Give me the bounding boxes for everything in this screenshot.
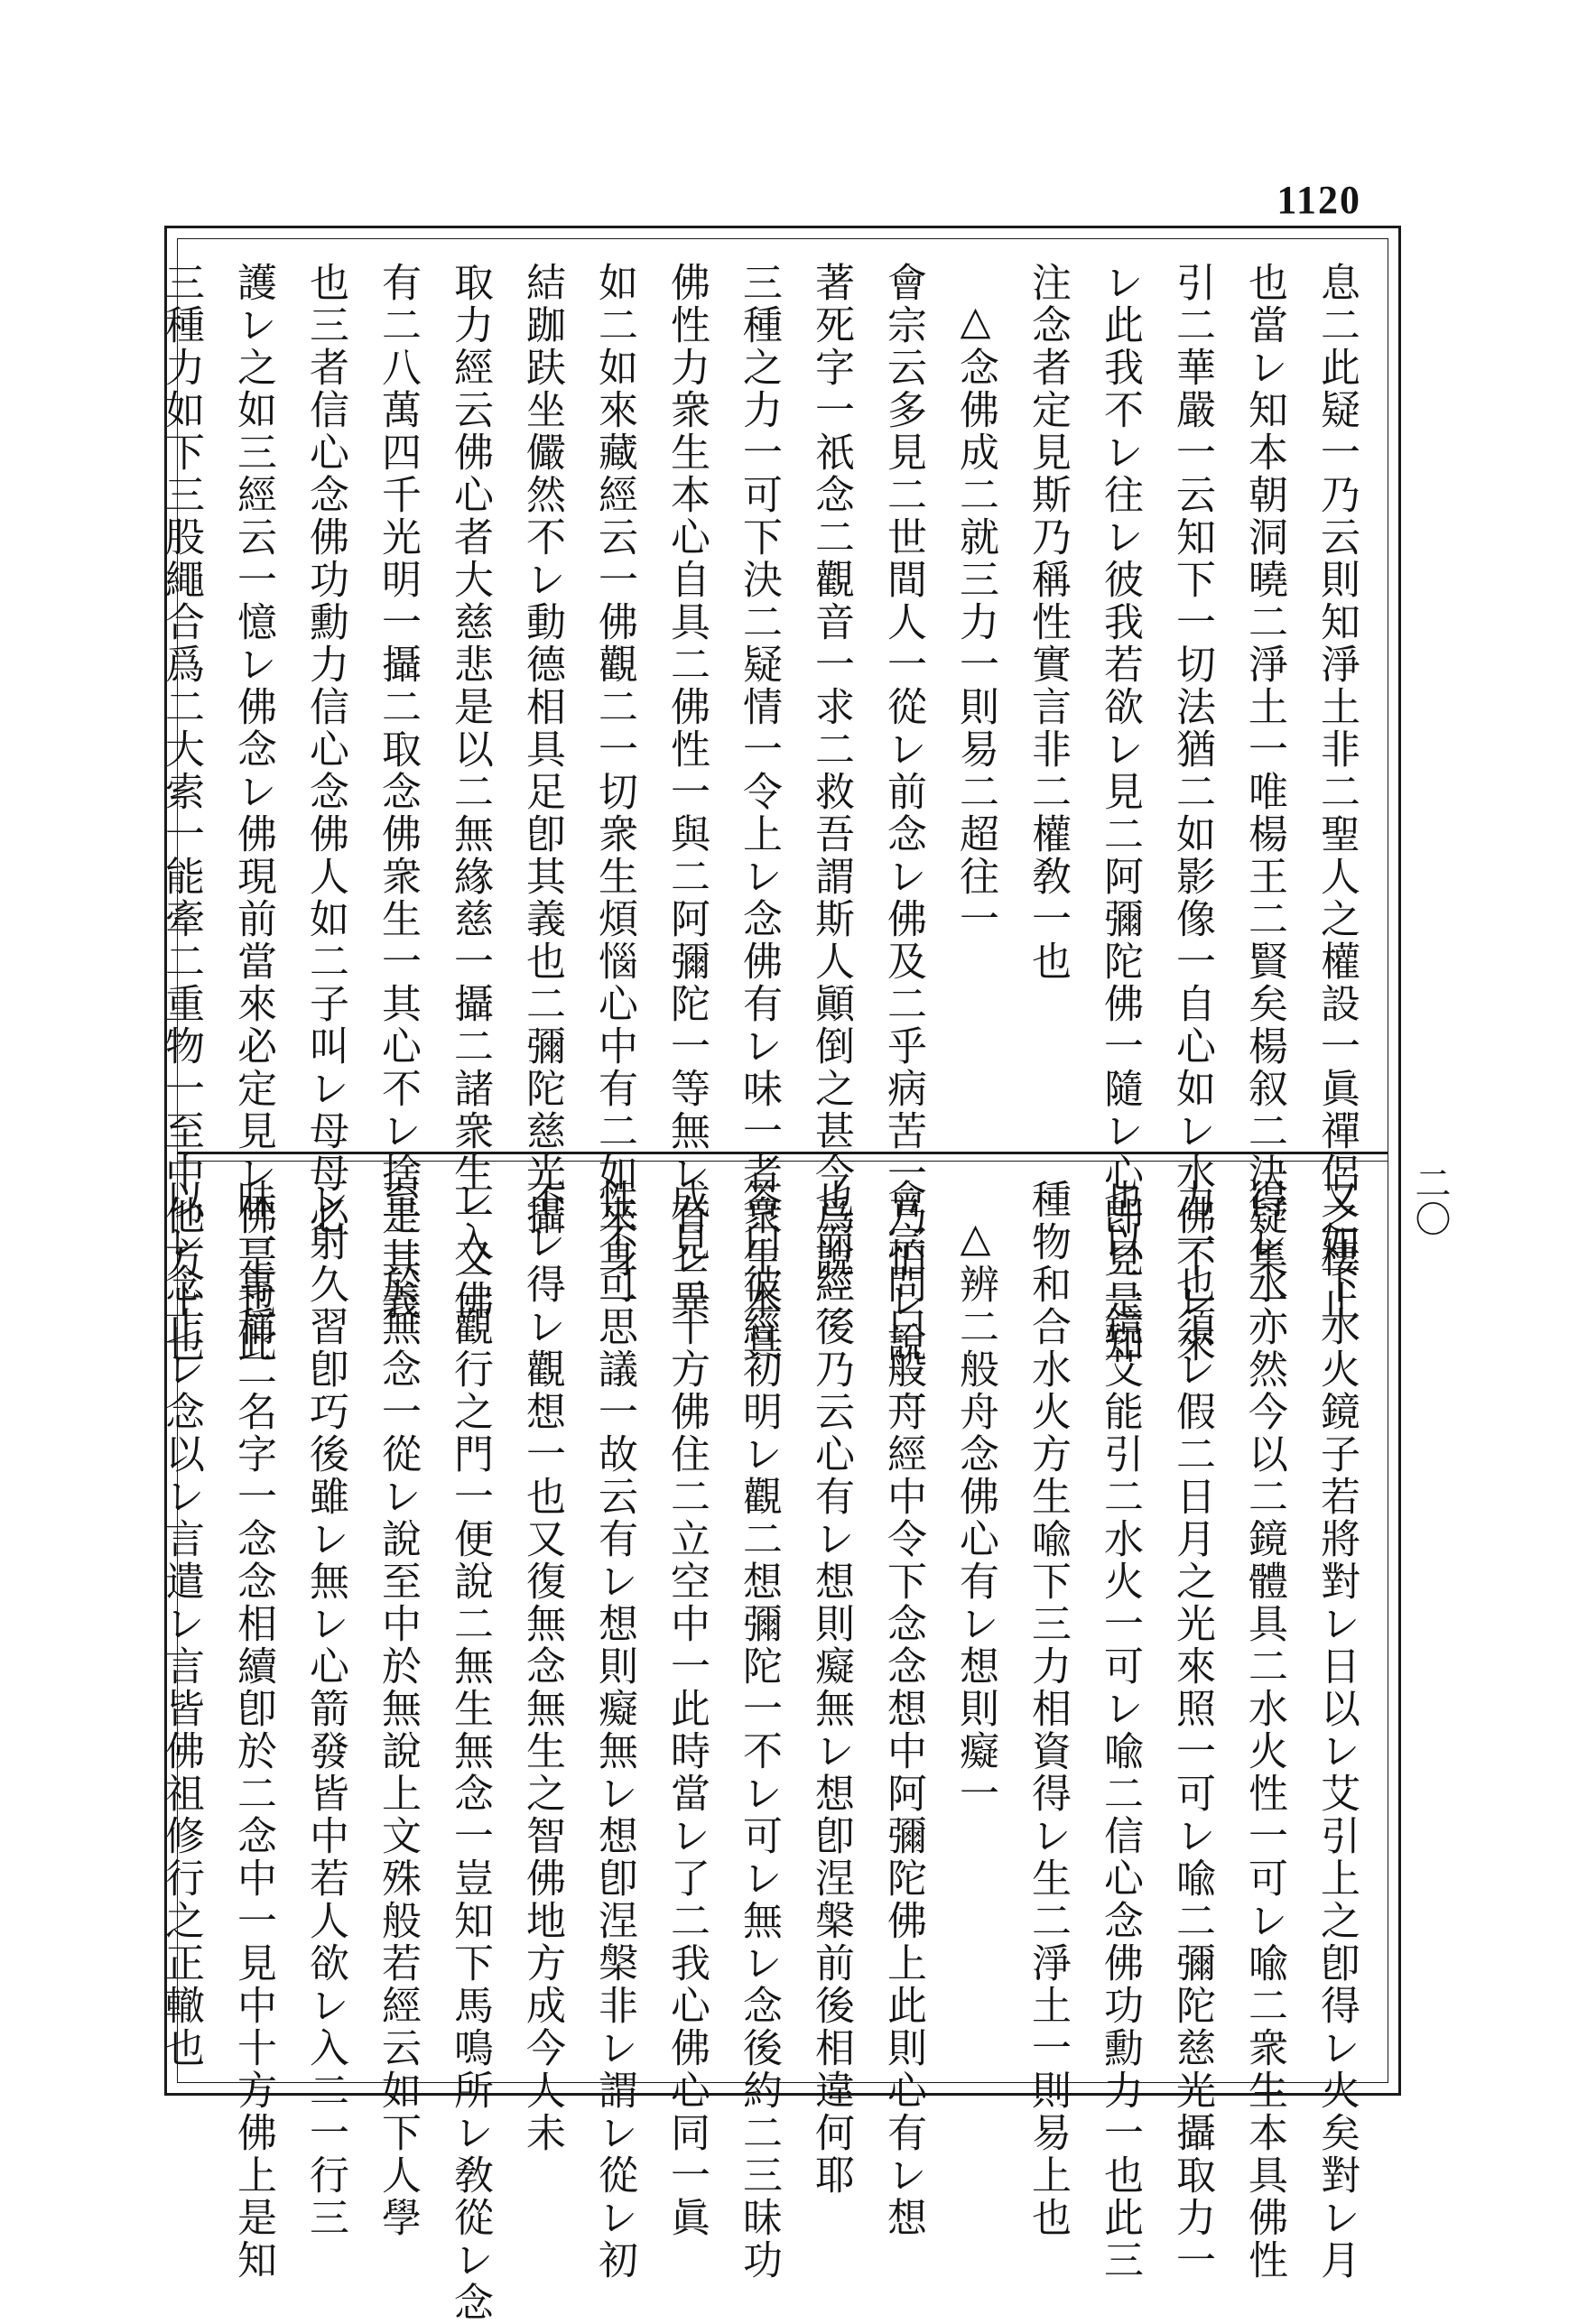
text-column: 性不可思議一故云有レ想則癡無レ想卽涅槃非レ謂レ從レ初 <box>591 1179 637 2282</box>
text-column: 三種力如下三股繩合爲二大索一能牽二重物一至中他方上也 <box>158 262 204 1365</box>
text-column: 三種之力一可下決二疑情一令上レ念佛有レ味一者衆生本具 <box>736 262 782 1365</box>
section-heading: △念佛成二就三力一則易二超往一 <box>952 298 998 940</box>
text-column: 至二於無念一從レ說至中於無說上文殊般若經云如下人學 <box>375 1179 421 2239</box>
text-column: 注念者定見斯乃稱性實言非二權敎一也 <box>1025 262 1071 983</box>
text-column: 也以二鏡艾能引二水火一可レ喩二信心念佛功勳力一也此三 <box>1097 1179 1143 2282</box>
section-heading: △辨二般舟念佛心有レ想則癡一 <box>952 1215 998 1815</box>
text-column: 著死字一祇念二觀音一求二救吾謂斯人顚倒之甚今爲說二 <box>808 262 854 1322</box>
text-column: 也而經後乃云心有レ想則癡無レ想卽涅槃前後相違何耶 <box>808 1179 854 2197</box>
side-page-number: 二〇 <box>1409 1164 1451 1236</box>
text-column: 昧一專稱二名字一念念相續卽於二念中一見中十方佛上是知 <box>230 1179 276 2282</box>
text-column: 會宗問曰般舟經中令下念念想中阿彌陀佛上此則心有レ想 <box>880 1179 926 2239</box>
text-column: 也三者信心念佛功勳力信心念佛人如二子叫レ母母必 <box>302 262 348 1237</box>
text-column: レ射久習卽巧後雖レ無レ心箭發皆中若人欲レ入二一行三 <box>302 1179 348 2239</box>
text-column: 又如下水火鏡子若將對レ日以レ艾引上之卽得レ火矣對レ月 <box>1313 1179 1360 2282</box>
text-column: 佛性力衆生本心自具二佛性一與二阿彌陀一等無レ有レ異 <box>664 262 710 1322</box>
text-column: レ此我不レ往レ彼我若欲レ見二阿彌陀佛一隨レ心卽見是知 <box>1097 262 1143 1365</box>
text-block-bottom <box>158 1179 1372 2324</box>
text-column: 以レ念止レ念以レ言遣レ言皆佛祖修行之正轍也 <box>158 1179 204 2069</box>
text-column: 如二如來藏經云一佛觀二一切衆生煩惱心中有二如來身一 <box>591 262 637 1322</box>
text-column: 得レ水亦然今以二鏡體具二水火性一可レ喩二衆生本具佛性 <box>1241 1179 1287 2282</box>
text-column: 答曰彼經初明レ觀二想彌陀一不レ可レ無レ念後約二三昧功 <box>736 1179 782 2282</box>
text-column: 會宗云多見二世間人一從レ前念レ佛及二乎病苦一乃怕レ說二 <box>880 262 926 1407</box>
text-column: 引二華嚴一云知下一切法猶二如影像一自心如レ水佛不レ來 <box>1169 262 1215 1365</box>
text-column: レ入二觀行之門一便說二無生無念一豈知下馬鳴所レ敎從レ念 <box>447 1179 493 2324</box>
text-column: 也當レ知本朝洞曉二淨土一唯楊王二賢矣楊叙二決疑集一 <box>1241 262 1287 1322</box>
text-column: 取力經云佛心者大慈悲是以二無緣慈一攝二諸衆生一又佛 <box>447 262 493 1322</box>
text-column: 力一也須レ假二日月之光來照一可レ喩二彌陀慈光攝取力一 <box>1169 1179 1215 2282</box>
text-column: 息二此疑一乃云則知淨土非二聖人之權設一眞禪侶之棲止 <box>1313 262 1360 1322</box>
text-column: 結跏趺坐儼然不レ動德相具足卽其義也二彌陀慈光攝 <box>519 262 565 1237</box>
text-column: 種物和合水火方生喩下三力相資得レ生二淨土一則易上也 <box>1025 1179 1071 2239</box>
text-column: 護レ之如三經云一憶レ佛念レ佛現前當來必定見レ佛是也此 <box>230 262 276 1365</box>
text-column: 有二八萬四千光明一攝二取念佛衆生一其心不レ捨是其義 <box>375 262 421 1322</box>
page-number: 1120 <box>1276 178 1361 222</box>
text-column: 成見三十方佛住二立空中一此時當レ了二我心佛心同一眞 <box>664 1179 710 2239</box>
text-column: 不レ得レ觀想一也又復無念無生之智佛地方成今人未 <box>519 1179 565 2154</box>
text-block-top <box>158 262 1372 1407</box>
